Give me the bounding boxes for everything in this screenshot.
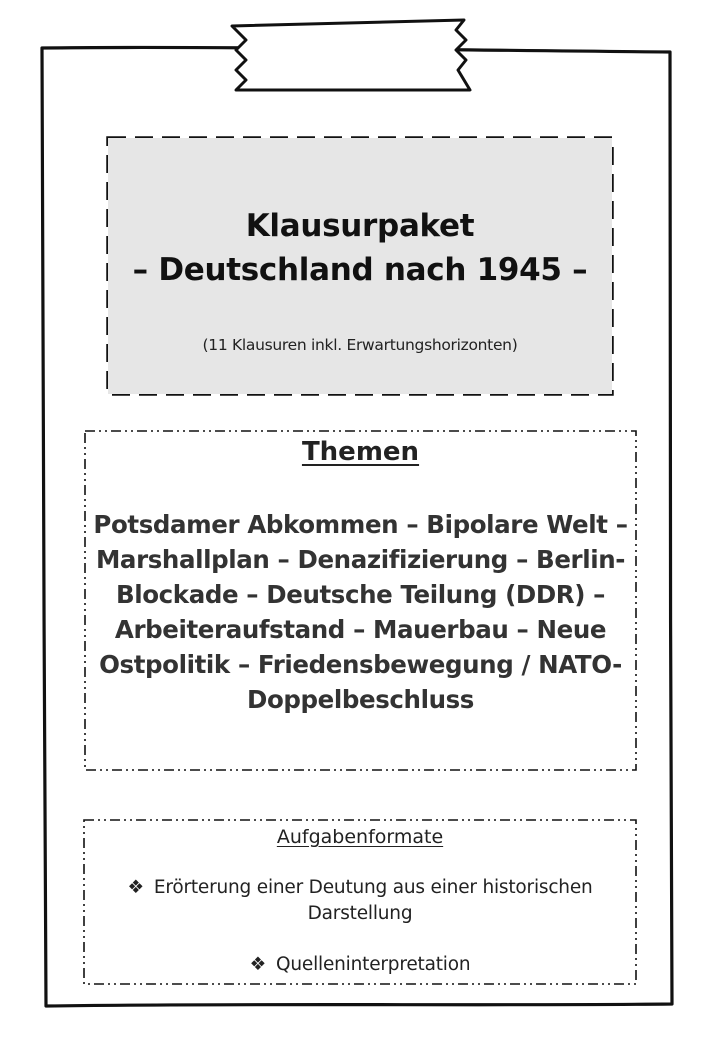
format-item-label: Quelleninterpretation [276,954,471,975]
themes-heading: Themen [301,437,420,467]
diamond-bullet-icon: ❖ [127,877,144,898]
title-line-2: – Deutschland nach 1945 – [132,252,588,288]
formats-box [84,820,636,984]
format-item [94,952,626,978]
page-title [108,204,612,292]
tape-icon [232,20,470,90]
title-line-1: Klausurpaket [245,208,475,244]
diamond-bullet-icon: ❖ [249,954,267,975]
title-box [108,138,612,394]
themes-text: Potsdamer Abkommen – Bipolare Welt – Marshallplan – Denazifizierung – Berlin-Blockade – Deutsche Teilung (DDR) – Arbeiteraufstand – Mauerbau – Neue Ostpolitik – Friedensbewegung / NATO-Doppelbeschluss [93,510,628,714]
title-subtitle: (11 Klausuren inkl. Erwartungshorizonten) [202,336,518,354]
formats-heading: Aufgabenformate [276,826,444,848]
themes-box [85,431,636,770]
format-item-label: Erörterung einer Deutung aus einer historischen Darstellung [153,877,593,924]
format-item [94,875,626,927]
